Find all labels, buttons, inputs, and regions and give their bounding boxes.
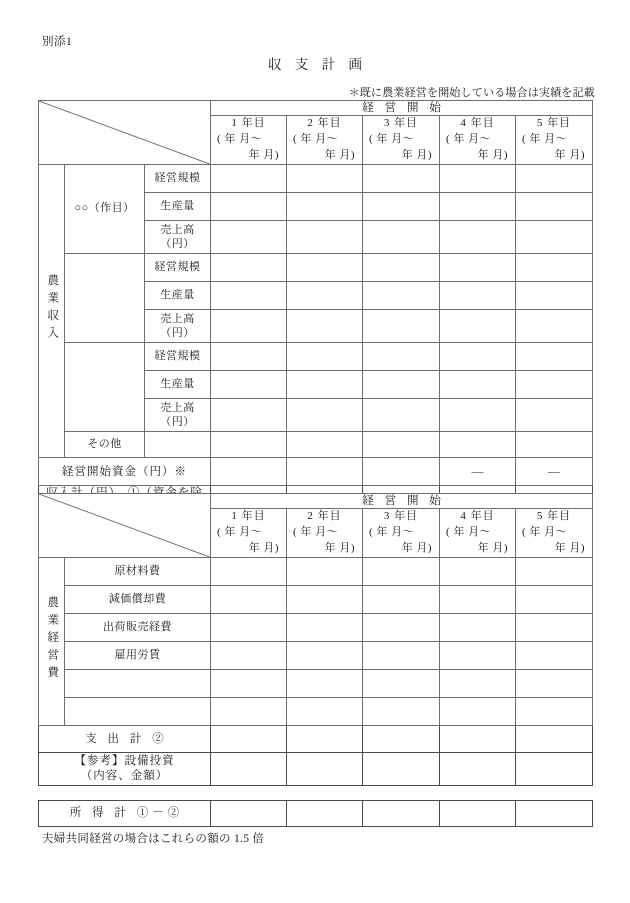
crop-name-2[interactable] [65, 254, 145, 343]
other-row-label: その他 [65, 432, 145, 458]
year-header-3 [363, 116, 440, 165]
data-cell[interactable] [440, 371, 516, 399]
expense-table [38, 493, 593, 786]
year-header-5 [516, 116, 593, 165]
column-group-label: 経 営 開 始 [211, 101, 593, 116]
data-cell[interactable] [287, 642, 363, 670]
data-cell[interactable] [363, 458, 440, 486]
data-cell[interactable] [363, 371, 440, 399]
data-cell[interactable] [287, 801, 363, 827]
table-row [39, 698, 593, 726]
year-range-start: ( 年 月～ [293, 133, 339, 146]
expense-total-label: 支 出 計 ② [39, 726, 211, 753]
data-cell[interactable] [211, 458, 287, 486]
data-cell[interactable] [211, 165, 287, 193]
data-cell[interactable] [363, 343, 440, 371]
metric-label-line2: （円） [160, 416, 195, 429]
table-row-capital-investment [39, 753, 593, 786]
data-cell[interactable] [211, 558, 287, 586]
data-cell[interactable] [211, 801, 287, 827]
year-header-1 [211, 116, 287, 165]
year-ordinal: 4 年目 [460, 117, 495, 130]
data-cell[interactable] [211, 698, 287, 726]
data-cell[interactable] [516, 371, 593, 399]
metric-label [145, 221, 211, 254]
year-ordinal: 2 年目 [307, 510, 342, 523]
data-cell[interactable] [211, 254, 287, 282]
data-cell[interactable] [440, 399, 516, 432]
table-row [39, 614, 593, 642]
year-header-5 [516, 509, 593, 558]
data-cell[interactable] [211, 432, 287, 458]
income-group-label [39, 165, 65, 458]
data-cell[interactable] [211, 343, 287, 371]
year-ordinal: 1 年目 [231, 510, 266, 523]
data-cell[interactable] [211, 726, 287, 753]
income-group-label-text: 農業収入 [46, 273, 59, 344]
data-cell[interactable] [440, 698, 516, 726]
crop-name-3[interactable] [65, 343, 145, 432]
metric-label-line1: 売上高 [160, 223, 195, 236]
table-row-startup-fund [39, 458, 593, 486]
capital-investment-line1: 【参考】設備投資 [74, 755, 175, 768]
year-ordinal: 2 年目 [307, 117, 342, 130]
data-cell[interactable] [287, 726, 363, 753]
year-range-end: 年 月) [324, 149, 356, 162]
year-range-start: ( 年 月～ [293, 526, 339, 539]
table-row [39, 586, 593, 614]
year-header-3 [363, 509, 440, 558]
year-range-start: ( 年 月～ [369, 133, 415, 146]
data-cell[interactable] [440, 254, 516, 282]
table-row [39, 165, 593, 193]
metric-label-line2: （円） [160, 238, 195, 251]
table-row-expense-total [39, 726, 593, 753]
data-cell[interactable] [211, 193, 287, 221]
data-cell[interactable] [363, 432, 440, 458]
document-reference-label: 別添1 [42, 36, 73, 48]
data-cell[interactable] [516, 642, 593, 670]
data-cell[interactable] [211, 753, 287, 786]
data-cell[interactable] [287, 221, 363, 254]
year-header-1 [211, 509, 287, 558]
year-range-start: ( 年 月～ [217, 526, 263, 539]
data-cell[interactable] [440, 310, 516, 343]
data-cell[interactable] [363, 726, 440, 753]
data-cell[interactable] [287, 371, 363, 399]
data-cell[interactable] [363, 586, 440, 614]
expense-group-label [39, 558, 65, 726]
data-cell[interactable] [211, 399, 287, 432]
data-cell[interactable] [363, 642, 440, 670]
metric-label-line1: 売上高 [160, 312, 195, 325]
data-cell[interactable] [211, 221, 287, 254]
expense-item-label: 雇用労賃 [65, 642, 211, 670]
capital-investment-line2: （内容、金額） [80, 770, 169, 783]
expense-item-label[interactable] [65, 698, 211, 726]
year-range-end: 年 月) [477, 542, 508, 555]
year-range-start: ( 年 月～ [446, 133, 492, 146]
year-range-end: 年 月) [324, 542, 355, 555]
table-row-profit-total [39, 801, 593, 827]
data-cell[interactable] [440, 642, 516, 670]
data-cell[interactable] [287, 399, 363, 432]
year-range-start: ( 年 月～ [522, 133, 568, 146]
footnote: 夫婦共同経営の場合はこれらの額の 1.5 倍 [42, 833, 265, 845]
expense-item-label[interactable] [65, 670, 211, 698]
data-cell[interactable] [363, 558, 440, 586]
year-header-2 [287, 509, 363, 558]
data-cell[interactable] [211, 670, 287, 698]
profit-total-label: 所 得 計 ①－② [39, 801, 211, 827]
table-row [39, 343, 593, 371]
data-cell[interactable] [440, 221, 516, 254]
data-cell[interactable] [516, 282, 593, 310]
year-header-2 [287, 116, 363, 165]
table-row [39, 558, 593, 586]
data-cell[interactable] [440, 282, 516, 310]
top-note: ＊既に農業経営を開始している場合は実績を記載 [348, 87, 595, 99]
data-cell[interactable] [516, 310, 593, 343]
metric-label: 経営規模 [145, 165, 211, 193]
expense-header-row-group [39, 494, 593, 509]
data-cell[interactable] [211, 586, 287, 614]
year-range-end: 年 月) [401, 149, 433, 162]
data-cell[interactable] [516, 432, 593, 458]
data-cell[interactable] [287, 670, 363, 698]
data-cell-dash: — [440, 458, 516, 486]
year-range-end: 年 月) [554, 542, 586, 555]
data-cell[interactable] [516, 670, 593, 698]
capital-investment-label [39, 753, 211, 786]
data-cell[interactable] [440, 614, 516, 642]
data-cell[interactable] [287, 586, 363, 614]
data-cell[interactable] [516, 193, 593, 221]
diagonal-corner-cell [39, 101, 211, 165]
data-cell[interactable] [287, 458, 363, 486]
year-ordinal: 3 年目 [383, 117, 419, 130]
data-cell[interactable] [145, 432, 211, 458]
data-cell[interactable] [287, 558, 363, 586]
data-cell[interactable] [440, 558, 516, 586]
data-cell[interactable] [516, 801, 593, 827]
data-cell[interactable] [211, 310, 287, 343]
year-header-4 [440, 509, 516, 558]
metric-label-line2: （円） [160, 327, 195, 340]
data-cell[interactable] [363, 310, 440, 343]
year-range-start: ( 年 月～ [522, 526, 568, 539]
data-cell[interactable] [516, 753, 593, 786]
data-cell[interactable] [440, 753, 516, 786]
data-cell[interactable] [363, 753, 440, 786]
table-row [39, 254, 593, 282]
data-cell[interactable] [363, 165, 440, 193]
data-cell[interactable] [440, 193, 516, 221]
data-cell[interactable] [516, 221, 593, 254]
year-range-end: 年 月) [248, 149, 280, 162]
data-cell[interactable] [363, 399, 440, 432]
income-table [38, 100, 593, 516]
metric-label: 経営規模 [145, 254, 211, 282]
startup-fund-label: 経営開始資金（円）※ [39, 458, 211, 486]
data-cell[interactable] [516, 698, 593, 726]
table-row [39, 642, 593, 670]
data-cell[interactable] [287, 698, 363, 726]
data-cell[interactable] [516, 614, 593, 642]
metric-label: 生産量 [145, 371, 211, 399]
year-ordinal: 5 年目 [536, 117, 572, 130]
data-cell[interactable] [211, 642, 287, 670]
data-cell[interactable] [440, 432, 516, 458]
expense-item-label: 出荷販売経費 [65, 614, 211, 642]
data-cell[interactable] [287, 165, 363, 193]
year-ordinal: 3 年目 [383, 510, 419, 523]
data-cell[interactable] [363, 698, 440, 726]
year-range-start: ( 年 月～ [369, 526, 415, 539]
year-range-end: 年 月) [401, 542, 432, 555]
page-title: 収 支 計 画 [267, 57, 368, 72]
data-cell[interactable] [287, 254, 363, 282]
metric-label: 生産量 [145, 282, 211, 310]
data-cell[interactable] [287, 310, 363, 343]
expense-item-label: 減価償却費 [65, 586, 211, 614]
data-cell[interactable] [287, 432, 363, 458]
year-range-end: 年 月) [554, 149, 586, 162]
data-cell[interactable] [516, 165, 593, 193]
data-cell[interactable] [440, 343, 516, 371]
table-row [39, 670, 593, 698]
year-range-end: 年 月) [248, 542, 279, 555]
year-ordinal: 5 年目 [536, 510, 572, 523]
table-row-other [39, 432, 593, 458]
data-cell[interactable] [516, 726, 593, 753]
data-cell[interactable] [516, 586, 593, 614]
data-cell[interactable] [287, 193, 363, 221]
year-ordinal: 1 年目 [231, 117, 266, 130]
income-header-row-group [39, 101, 593, 116]
data-cell[interactable] [211, 371, 287, 399]
metric-label [145, 399, 211, 432]
data-cell[interactable] [516, 558, 593, 586]
year-range-start: ( 年 月～ [217, 133, 263, 146]
metric-label: 生産量 [145, 193, 211, 221]
data-cell[interactable] [211, 614, 287, 642]
data-cell[interactable] [363, 614, 440, 642]
data-cell[interactable] [287, 614, 363, 642]
data-cell[interactable] [440, 165, 516, 193]
data-cell-dash: — [516, 458, 593, 486]
column-group-label: 経 営 開 始 [211, 494, 593, 509]
year-range-start: ( 年 月～ [446, 526, 492, 539]
profit-table [38, 800, 593, 827]
data-cell[interactable] [363, 670, 440, 698]
data-cell[interactable] [211, 282, 287, 310]
data-cell[interactable] [440, 670, 516, 698]
data-cell[interactable] [516, 399, 593, 432]
data-cell[interactable] [287, 343, 363, 371]
data-cell[interactable] [440, 586, 516, 614]
data-cell[interactable] [363, 221, 440, 254]
diagonal-corner-cell [39, 494, 211, 558]
data-cell[interactable] [363, 254, 440, 282]
year-ordinal: 4 年目 [460, 510, 495, 523]
data-cell[interactable] [440, 801, 516, 827]
metric-label-line1: 売上高 [160, 401, 195, 414]
metric-label [145, 310, 211, 343]
data-cell[interactable] [363, 801, 440, 827]
data-cell[interactable] [363, 193, 440, 221]
year-range-end: 年 月) [477, 149, 509, 162]
expense-group-label-text: 農業経営費 [46, 595, 59, 684]
data-cell[interactable] [287, 282, 363, 310]
data-cell[interactable] [516, 254, 593, 282]
data-cell[interactable] [363, 282, 440, 310]
metric-label: 経営規模 [145, 343, 211, 371]
data-cell[interactable] [440, 726, 516, 753]
crop-name-1[interactable]: ○○（作目） [65, 165, 145, 254]
data-cell[interactable] [516, 343, 593, 371]
expense-item-label: 原材料費 [65, 558, 211, 586]
data-cell[interactable] [287, 753, 363, 786]
year-header-4 [440, 116, 516, 165]
